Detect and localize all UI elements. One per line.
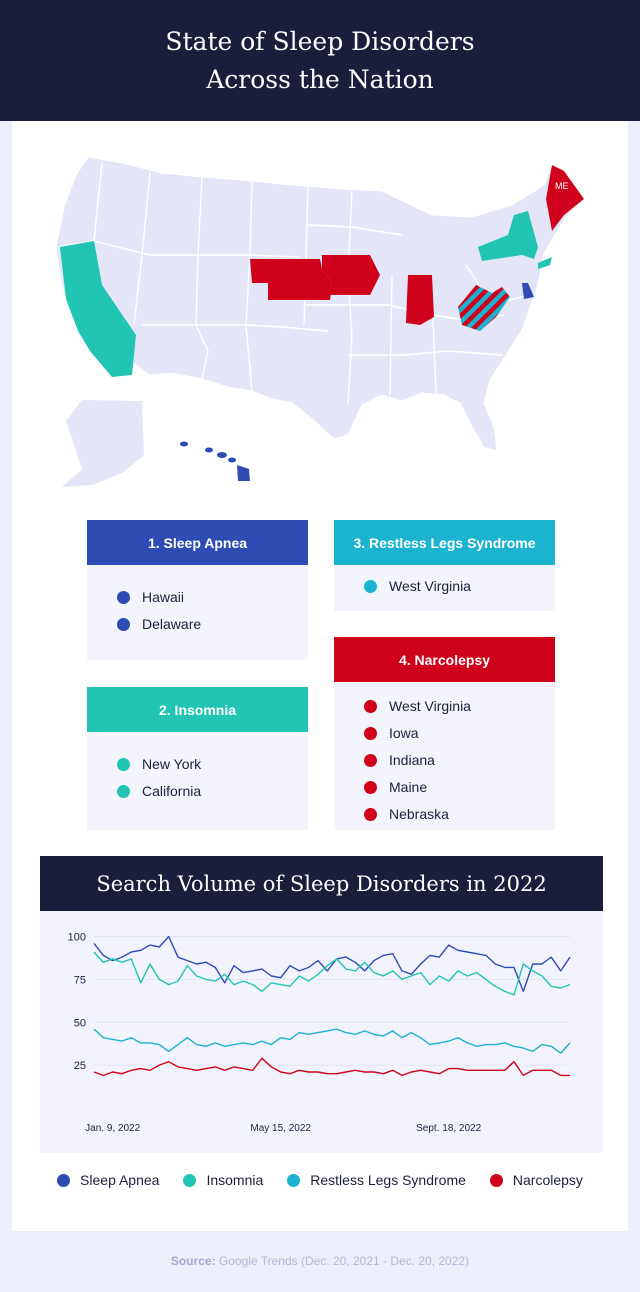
card-insomnia <box>87 687 308 830</box>
y-tick-label: 50 <box>73 1017 86 1030</box>
legend-item-narcolepsy: Narcolepsy <box>490 1172 583 1188</box>
card-restless-legs <box>334 520 555 611</box>
list-item: West Virginia <box>364 694 555 719</box>
series-line-narcolepsy <box>94 1058 570 1075</box>
state-hawaii <box>180 442 250 482</box>
source-label: Source: <box>170 1254 216 1268</box>
chart-legend <box>0 1168 640 1192</box>
bullet-dot <box>117 785 130 798</box>
legend-dot <box>490 1174 503 1187</box>
y-tick-label: 25 <box>73 1060 86 1073</box>
line-chart <box>40 911 603 1153</box>
bullet-dot <box>364 781 377 794</box>
legend-item-insomnia: Insomnia <box>183 1172 263 1188</box>
bullet-dot <box>364 580 377 593</box>
us-map <box>52 155 592 490</box>
series-line-restless-legs-syndrome <box>94 1029 570 1053</box>
source-text: Google Trends (Dec. 20, 2021 - Dec. 20, 2022) <box>215 1254 470 1268</box>
header <box>0 0 640 121</box>
state-alaska <box>62 400 144 487</box>
legend-item-restless-legs: Restless Legs Syndrome <box>287 1172 466 1188</box>
card-sleep-apnea <box>87 520 308 660</box>
y-tick-label: 100 <box>67 931 86 944</box>
source-note <box>0 1254 640 1268</box>
page-title-line-2: Across the Nation <box>206 64 434 94</box>
bullet-dot <box>117 758 130 771</box>
list-item: Delaware <box>117 612 308 637</box>
chart-title: Search Volume of Sleep Disorders in 2022 <box>40 856 603 911</box>
state-maine <box>546 165 584 231</box>
bullet-dot <box>364 700 377 713</box>
legend-item-sleep-apnea: Sleep Apnea <box>57 1172 159 1188</box>
card-title: 3. Restless Legs Syndrome <box>334 520 555 565</box>
series-line-insomnia <box>94 952 570 995</box>
card-title: 2. Insomnia <box>87 687 308 732</box>
legend-dot <box>57 1174 70 1187</box>
x-tick-label: Jan. 9, 2022 <box>85 1123 141 1134</box>
list-item: Hawaii <box>117 585 308 610</box>
list-item: Nebraska <box>364 802 555 827</box>
x-tick-label: May 15, 2022 <box>250 1123 311 1134</box>
list-item: Iowa <box>364 721 555 746</box>
legend-dot <box>183 1174 196 1187</box>
list-item: Indiana <box>364 748 555 773</box>
y-tick-label: 75 <box>73 974 86 987</box>
bullet-dot <box>364 808 377 821</box>
page-title-line-1: State of Sleep Disorders <box>165 26 475 56</box>
card-title: 4. Narcolepsy <box>334 637 555 682</box>
bullet-dot <box>364 727 377 740</box>
card-title: 1. Sleep Apnea <box>87 520 308 565</box>
bullet-dot <box>117 591 130 604</box>
list-item: Maine <box>364 775 555 800</box>
list-item: California <box>117 779 308 804</box>
bullet-dot <box>364 754 377 767</box>
card-narcolepsy <box>334 637 555 830</box>
state-indiana <box>406 275 434 325</box>
state-label-me: ME <box>555 181 569 191</box>
list-item: New York <box>117 752 308 777</box>
bullet-dot <box>117 618 130 631</box>
list-item: West Virginia <box>364 574 555 599</box>
legend-dot <box>287 1174 300 1187</box>
x-tick-label: Sept. 18, 2022 <box>416 1123 482 1134</box>
